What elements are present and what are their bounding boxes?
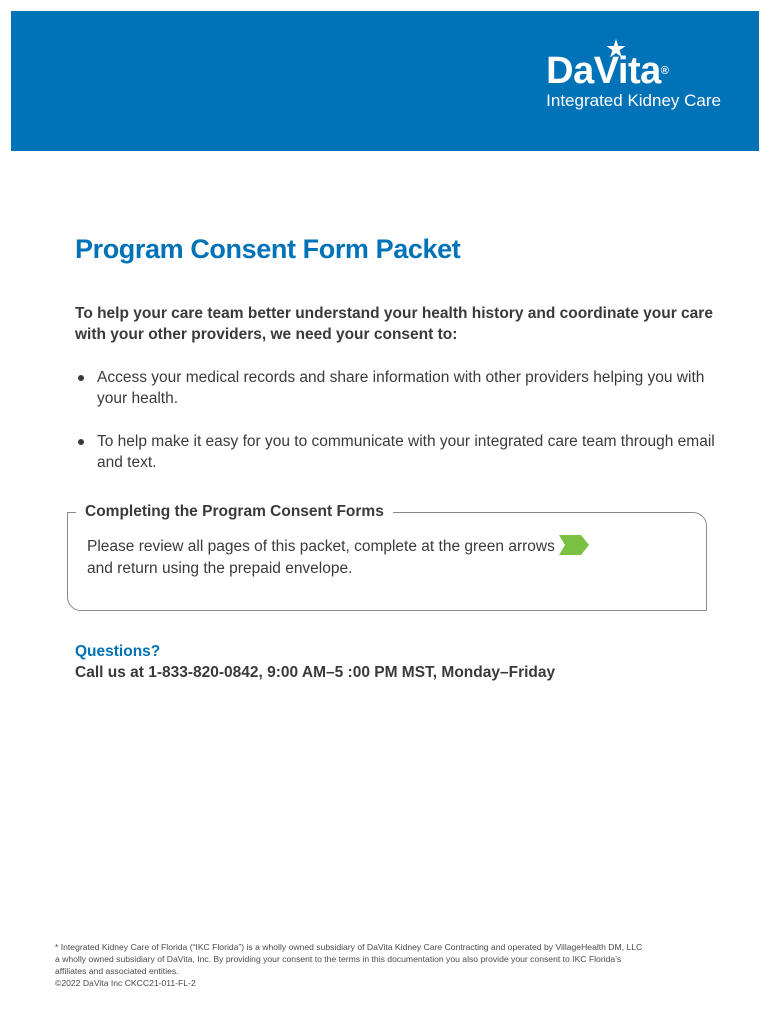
list-item <box>75 431 715 473</box>
instructions-text <box>87 535 647 580</box>
consent-list <box>75 367 715 495</box>
list-item <box>75 367 715 409</box>
bullet-icon <box>78 439 84 445</box>
instructions-heading: Completing the Program Consent Forms <box>76 501 393 523</box>
questions-label: Questions? <box>75 643 161 660</box>
page-title: Program Consent Form Packet <box>75 234 461 264</box>
green-arrow-icon <box>559 535 589 555</box>
instructions-box <box>67 503 707 611</box>
list-item-text: Access your medical records and share information with other providers helping you with your health. <box>97 369 705 407</box>
star-icon <box>606 39 626 59</box>
logo-word-text: DaVita <box>546 50 661 92</box>
logo-subtitle: Integrated Kidney Care <box>546 91 721 110</box>
bullet-icon <box>78 375 84 381</box>
intro-paragraph: To help your care team better understand your health history and coordinate your care with your other providers, we need your consent to: <box>75 305 713 343</box>
davita-logo <box>546 51 721 111</box>
footnote-line-2: a wholly owned subsidiary of DaVita, Inc. By providing your consent to the terms in this documentation you also provide your consent to IKC Florida’s <box>55 954 622 964</box>
footnote <box>55 941 715 989</box>
instructions-line-1: Please review all pages of this packet, complete at the green arrows <box>87 538 555 555</box>
instructions-line-2: and return using the prepaid envelope. <box>87 560 353 577</box>
copyright-line: ©2022 DaVita Inc CKCC21-011-FL-2 <box>55 978 196 988</box>
contact-phone-hours: Call us at 1-833-820-0842, 9:00 AM–5 :00 PM MST, Monday–Friday <box>75 664 556 681</box>
footnote-line-1: * Integrated Kidney Care of Florida (“IKC Florida”) is a wholly owned subsidiary of DaVita Kidney Care Contracting and operated by VillageHealth DM, LLC <box>55 942 643 952</box>
logo-wordmark <box>546 51 721 91</box>
header-banner <box>11 11 759 151</box>
footnote-line-3: affiliates and associated entities. <box>55 966 179 976</box>
logo-registered-mark: ® <box>660 65 669 77</box>
list-item-text: To help make it easy for you to communicate with your integrated care team through email and text. <box>97 433 715 471</box>
